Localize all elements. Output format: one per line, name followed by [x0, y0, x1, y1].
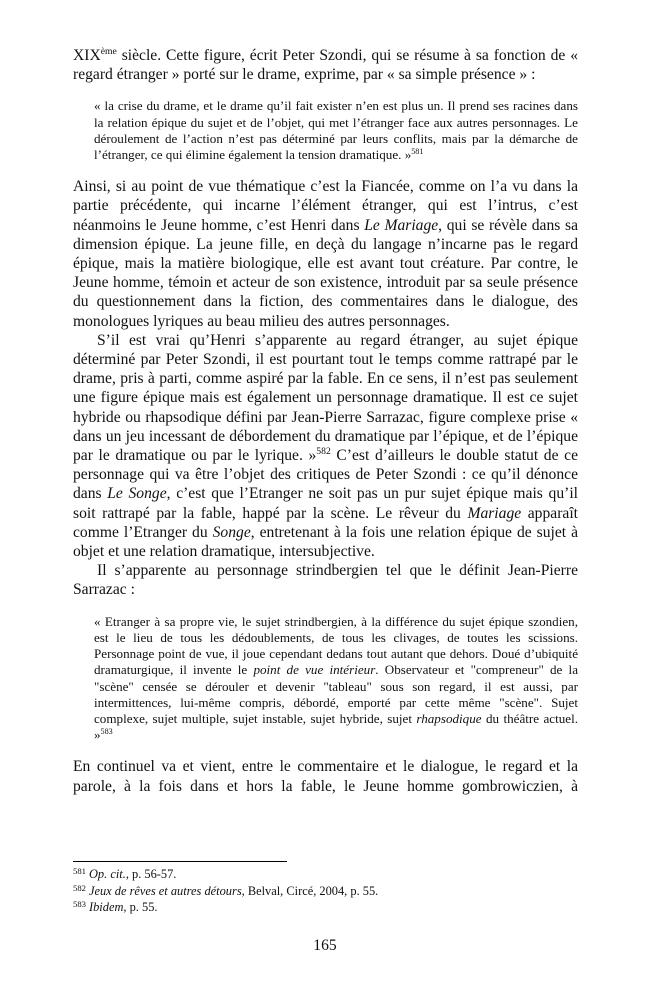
quote-text: « la crise du drame, et le drame qu’il fait exister n’en est plus un. Il prend ses racines dans la relation épique du sujet et de l’objet, qui met l’étranger face aux autres personnages. Le déroulement de l’action n’est pas déterminé par leurs conflits, mais par la démarche de l’étranger, ce qui élimine également la tension dramatique. » [94, 98, 578, 163]
footnote-text: , Belval, Circé, 2004, p. 55. [241, 883, 379, 898]
title-le-mariage: Le Mariage [364, 216, 439, 234]
footnote-title: Jeux de rêves et autres détours [88, 883, 242, 898]
text: apparaît comme l’Etranger du [73, 504, 578, 541]
footnote-ref-582[interactable]: 582 [316, 446, 331, 458]
block-quote-sarrazac [94, 614, 578, 744]
text: du théâtre actuel. » [94, 710, 578, 743]
intro-paragraph [73, 46, 578, 84]
footnote-ref-581[interactable]: 581 [411, 146, 424, 156]
text: En continuel va et vient, entre le commentaire et le dialogue, le regard et la parole, à la fois dans et hors la fable, le Jeune homme gombrowiczien, à [73, 758, 578, 795]
text: , c’est que l’Etranger ne soit pas un pur sujet épique mais qu’il soit rattrapé par la fable, happé par la scène. Le rêveur du [73, 485, 578, 522]
paragraph-continuel [73, 757, 578, 795]
footnote-text: , p. 56-57. [125, 867, 177, 881]
footnote-number: 582 [73, 882, 86, 893]
paragraph-fiancee [73, 177, 578, 331]
italic-point-de-vue: point de vue intérieur [253, 662, 376, 678]
text: Ainsi, si au point de vue thématique c’est la Fiancée, comme on l’a vu dans la partie précédente, qui incarne l’élément étranger, qui est l’intrus, c’est néanmoins le Jeune homme, c’est Henri dans [73, 178, 578, 234]
footnote-ref-583[interactable]: 583 [100, 727, 113, 737]
footnote-number: 581 [73, 866, 86, 877]
footnote-582 [73, 884, 578, 901]
intro-text: XIX [73, 47, 101, 64]
text: , qui se révèle dans sa dimension épique. La jeune fille, en deçà du langage n’incarne pas le regard épique, mais la matière biologique, elle est avant tout créature. Par contre, le Jeune homme, témoin et acteur de son existence, introduit par sa seule présence du questionnement dans la fiction, des commentaires dans le dialogue, des monologues lyriques au beau milieu des autres personnages. [73, 216, 578, 330]
text: Il s’apparente au personnage strindbergien tel que le définit Jean-Pierre Sarrazac : [73, 562, 578, 599]
footnote-separator [73, 861, 287, 862]
text: C’est d’ailleurs le double statut de ce personnage qui va être l’objet des critiques de Peter Szondi : ce qu’il dénonce dans [73, 447, 578, 503]
paragraph-henri [73, 331, 578, 561]
footnotes [73, 867, 578, 917]
intro-text-continued: siècle. Cette figure, écrit Peter Szondi, qui se résume à sa fonction de « regard étranger » porté sur le drame, exprime, par « sa simple présence » : [73, 47, 578, 84]
paragraph-strindberg [73, 561, 578, 599]
page-number: 165 [313, 937, 337, 954]
footnote-title: Ibidem [88, 900, 124, 915]
text: S’il est vrai qu’Henri s’apparente au regard étranger, au sujet épique déterminé par Peter Szondi, il est pourtant tout le temps comme rattrapé par le drame, pris à parti, comme aspiré par la fable. En ce sens, il n’est pas seulement une figure épique mais est également un personnage dramatique. Il est ce sujet hybride ou rhapsodique défini par Jean-Pierre Sarrazac, figure complexe prise « dans un jeu incessant de débordement du dramatique par l’épique, et de l’épique par le dramatique ou par le lyrique. » [73, 331, 578, 465]
page-body [73, 46, 578, 796]
text: , entretenant à la fois une relation épique de sujet à objet et une relation dramatique, intersubjective. [73, 523, 578, 561]
footnote-title: Op. cit. [88, 867, 126, 881]
title-songe: Songe [212, 523, 251, 541]
title-le-songe: Le Songe [107, 485, 167, 503]
footnote-583 [73, 900, 578, 917]
italic-rhapsodique: rhapsodique [416, 710, 482, 726]
text: « Etranger à sa propre vie, le sujet strindbergien, à la différence du sujet épique szondien, est le lieu de tous les dédoublements, de tous les clivages, de toutes les scissions. Personnage point de vue, il joue cependant dedans tout autant que dehors. Doué d’ubiquité dramaturgique, il invente le [94, 613, 578, 678]
block-quote-szondi [94, 98, 578, 163]
footnote-number: 583 [73, 899, 86, 910]
ordinal-superscript: ème [100, 46, 117, 58]
title-mariage: Mariage [467, 504, 522, 522]
text: . Observateur et "compreneur" de la "scène" censée se dérouler et devenir "tableau" sous son regard, il est aussi, par intermittences, lui-même compris, débordé, emporté par cette même "scène". Sujet complexe, sujet multiple, sujet instable, sujet hybride, sujet [94, 662, 579, 726]
footnote-text: , p. 55. [123, 900, 158, 915]
footnote-581 [73, 867, 578, 884]
